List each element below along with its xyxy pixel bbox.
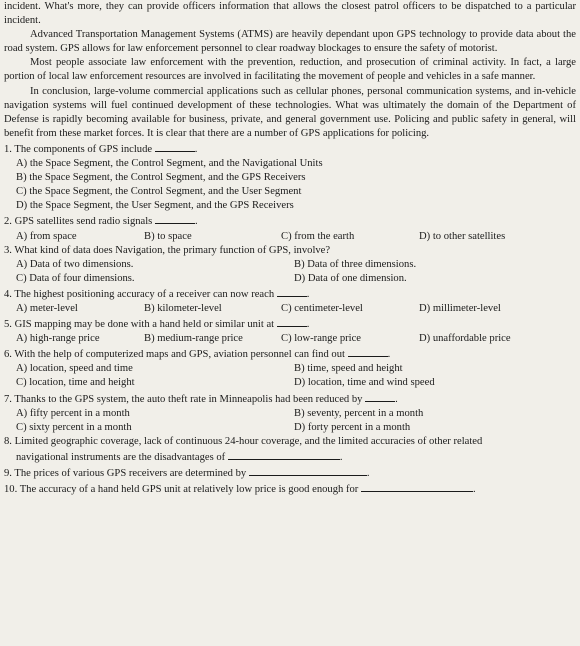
question-5: 5. GIS mapping may be done with a hand held or similar unit at . A) high-range price B) medium-range price C) low-range price D) unaffordable price — [4, 316, 576, 346]
option[interactable]: C) Data of four dimensions. — [16, 272, 135, 284]
option[interactable]: C) sixty percent in a month — [16, 421, 132, 433]
question-stem-continued: navigational instruments are the disadvantages of — [16, 451, 226, 463]
option[interactable]: A) from space — [16, 230, 77, 242]
option[interactable]: B) Data of three dimensions. — [294, 258, 417, 270]
question-stem: 8. Limited geographic coverage, lack of continuous 24-hour coverage, and the limited accuracies of other related — [4, 435, 483, 447]
answer-blank[interactable] — [249, 465, 367, 476]
option[interactable]: C) from the earth — [281, 230, 355, 242]
option[interactable]: C) centimeter-level — [281, 302, 363, 314]
answer-blank[interactable] — [365, 391, 395, 402]
question-6: 6. With the help of computerized maps and GPS, aviation personnel can find out . A) location, speed and time B) time, speed and height C) location, time and height D) location, time and wind speed — [4, 346, 576, 390]
answer-blank[interactable] — [277, 286, 307, 297]
option[interactable]: B) the Space Segment, the Control Segment, and the GPS Receivers — [16, 172, 306, 184]
question-stem: 7. Thanks to the GPS system, the auto theft rate in Minneapolis had been reduced by — [4, 393, 363, 405]
answer-blank[interactable] — [348, 346, 388, 357]
option[interactable]: A) fifty percent in a month — [16, 407, 130, 419]
question-9: 9. The prices of various GPS receivers are determined by . — [4, 465, 576, 481]
question-10: 10. The accuracy of a hand held GPS unit at relatively low price is good enough for . — [4, 481, 576, 497]
question-8: 8. Limited geographic coverage, lack of continuous 24-hour coverage, and the limited accuracies of other related navigational instruments are the disadvantages of . — [4, 435, 576, 465]
answer-blank[interactable] — [361, 481, 473, 492]
question-7: 7. Thanks to the GPS system, the auto theft rate in Minneapolis had been reduced by . A) fifty percent in a month B) seventy, percent in a month C) sixty percent in a month D) forty percent in a month — [4, 391, 576, 435]
option[interactable]: A) location, speed and time — [16, 363, 133, 375]
option[interactable]: D) unaffordable price — [419, 333, 511, 345]
answer-blank[interactable] — [155, 213, 195, 224]
question-1: 1. The components of GPS include . A) the Space Segment, the Control Segment, and the Navigational Units B) the Space Segment, the Control Segment, and the GPS Receivers C) the Space Segment, the Control Segment, and the User Segment D) the Space Segment, the User Segment, and the GPS Receivers — [4, 141, 576, 213]
paragraph-3: Most people associate law enforcement with the prevention, reduction, and prosecution of criminal activity. In fact, a large portion of local law enforcement resources are involved in facilitating the movement of people and vehicles in a safe manner. — [4, 57, 576, 83]
option[interactable]: C) the Space Segment, the Control Segment, and the User Segment — [16, 186, 302, 198]
option[interactable]: D) location, time and wind speed — [294, 377, 435, 389]
question-stem: 5. GIS mapping may be done with a hand held or similar unit at — [4, 319, 275, 331]
option[interactable]: B) time, speed and height — [294, 363, 403, 375]
option[interactable]: B) to space — [144, 230, 192, 242]
option[interactable]: D) forty percent in a month — [294, 421, 411, 433]
option[interactable]: D) the Space Segment, the User Segment, and the GPS Receivers — [16, 200, 294, 212]
option[interactable]: B) kilometer-level — [144, 302, 222, 314]
question-stem: 3. What kind of data does Navigation, the primary function of GPS, involve? — [4, 244, 331, 256]
option[interactable]: A) meter-level — [16, 302, 78, 314]
option[interactable]: D) millimeter-level — [419, 302, 501, 314]
paragraph-4: In conclusion, large-volume commercial applications such as cellular phones, personal communication systems, and in-vehicle navigation systems will fuel continued development of these technologies. What was ultimately the domain of the Department of Defense is rapidly becoming available for business, private, and general government use. Policing and public safety in general, will benefit from these market forces. It is clear that there are a number of GPS applications for policing. — [4, 85, 576, 139]
question-stem: 2. GPS satellites send radio signals — [4, 216, 153, 228]
option[interactable]: A) Data of two dimensions. — [16, 258, 134, 270]
answer-blank[interactable] — [277, 316, 307, 327]
option[interactable]: A) high-range price — [16, 333, 100, 345]
answer-blank[interactable] — [228, 449, 340, 460]
option[interactable]: A) the Space Segment, the Control Segment, and the Navigational Units — [16, 158, 323, 170]
option[interactable]: B) seventy, percent in a month — [294, 407, 424, 419]
option[interactable]: D) to other satellites — [419, 230, 506, 242]
question-stem: 9. The prices of various GPS receivers are determined by — [4, 468, 247, 479]
option[interactable]: D) Data of one dimension. — [294, 272, 407, 284]
question-stem: 1. The components of GPS include — [4, 143, 153, 155]
option[interactable]: C) location, time and height — [16, 377, 135, 389]
question-stem: 4. The highest positioning accuracy of a receiver can now reach — [4, 288, 275, 300]
question-3 — [4, 244, 576, 286]
question-2: 2. GPS satellites send radio signals . A) from space B) to space C) from the earth D) to other satellites — [4, 213, 576, 243]
question-stem: 10. The accuracy of a hand held GPS unit at relatively low price is good enough for — [4, 484, 359, 496]
option[interactable]: B) medium-range price — [144, 333, 243, 345]
answer-blank[interactable] — [155, 141, 195, 152]
paragraph-2: Advanced Transportation Management Systems (ATMS) are heavily dependant upon GPS technology to provide data about the road system. GPS allows for law enforcement personnel to clear roadway blockages to ensure the safety of motorist. — [4, 29, 576, 55]
question-stem: 6. With the help of computerized maps and GPS, aviation personnel can find out — [4, 349, 345, 361]
option[interactable]: C) low-range price — [281, 333, 362, 345]
question-4: 4. The highest positioning accuracy of a receiver can now reach . A) meter-level B) kilometer-level C) centimeter-level D) millimeter-level — [4, 286, 576, 316]
paragraph-1: incident. What's more, they can provide officers information that allows the closest patrol officers to be dispatched to a particular incident. — [4, 1, 576, 27]
